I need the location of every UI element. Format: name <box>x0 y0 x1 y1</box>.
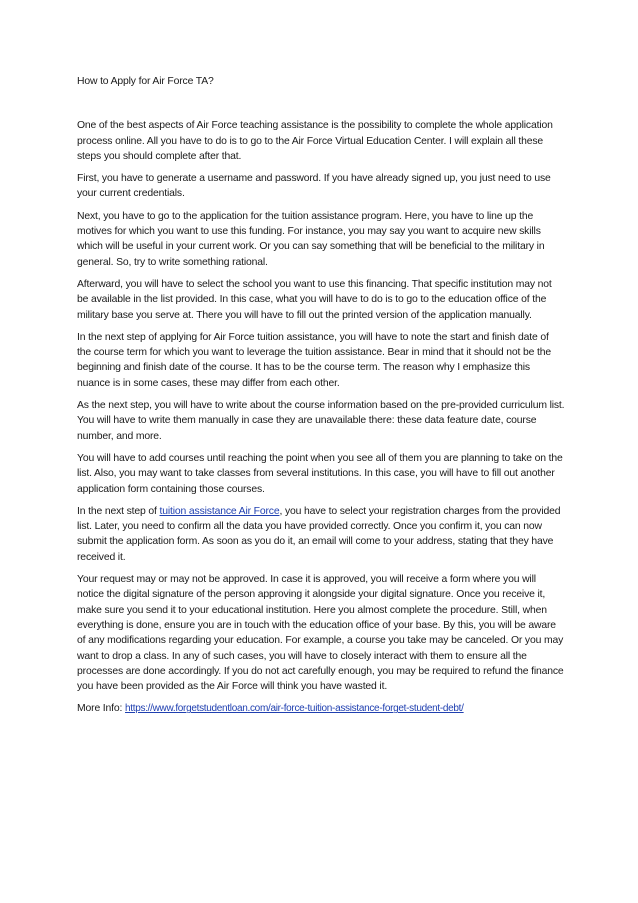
document-title: How to Apply for Air Force TA? <box>77 76 214 87</box>
paragraph-text-after-link: , you have to select your registration charges from the provided list. Later, you need to confirm all the data you have provided correctly. Once you confirm it, you can now submit the application form. As soon as you do it, an email will come to your address, stating that they have received it. <box>77 505 561 563</box>
paragraph-course-dates: In the next step of applying for Air Force tuition assistance, you will have to note the start and finish date of the course term for which you want to leverage the tuition assistance. Bear in mind that it should not be the beginning and finish date of the course. It has to be the course term. The reason why I emphasize this nuance is in some cases, these may differ from each other. <box>77 331 552 389</box>
more-info-link[interactable]: https://www.forgetstudentloan.com/air-force-tuition-assistance-forget-student-debt/ <box>125 703 464 715</box>
more-info-label: More Info: <box>77 703 126 715</box>
tuition-assistance-link[interactable]: tuition assistance Air Force <box>159 505 280 517</box>
paragraph-text-before-link: In the next step of <box>77 505 160 517</box>
paragraph-approval: Your request may or may not be approved. In case it is approved, you will receive a form where you will notice the digital signature of the person approving it alongside your digital signature. Once you receive it, make sure you send it to your educational institution. Here you almost complete the procedure. Still, when everything is done, ensure you are in touch with the education office of your base. By this, you will be aware of any modifications regarding your education. For example, a course you take may be canceled. Or you may want to drop a class. In any of such cases, you will have to closely interact with them to ensure all the processes are done accordingly. If you do not act carefully enough, you may be required to refund the finance you have been provided as the Air Force will think you have wasted it. <box>77 574 564 693</box>
paragraph-registration-charges <box>77 504 565 565</box>
paragraph-add-courses: You will have to add courses until reaching the point when you see all of them you are planning to take on the list. Also, you may want to take classes from several institutions. In this case, you will have to fill out another application form containing those courses. <box>77 452 563 495</box>
more-info-line <box>77 701 565 716</box>
paragraph-credentials: First, you have to generate a username and password. If you have already signed up, you just need to use your current credentials. <box>77 173 551 200</box>
paragraph-intro: One of the best aspects of Air Force teaching assistance is the possibility to complete the whole application process online. All you have to do is to go to the Air Force Virtual Education Center. I will explain all these steps you should complete after that. <box>77 120 553 162</box>
paragraph-course-information: As the next step, you will have to write about the course information based on the pre-provided curriculum list. You will have to write them manually in case they are unavailable there: these data feature date, course number, and more. <box>77 400 565 442</box>
document-body <box>77 74 565 724</box>
paragraph-application: Next, you have to go to the application for the tuition assistance program. Here, you have to line up the motives for which you want to use this funding. For instance, you may say you want to acquire new skills which will be useful in your current work. Or you can say something that will be beneficial to the military in general. So, try to write something rational. <box>77 210 545 268</box>
paragraph-school-selection: Afterward, you will have to select the school you want to use this financing. That specific institution may not be available in the list provided. In this case, what you will have to do is to go to the education office of the military base you serve at. There you will have to fill out the printed version of the application manually. <box>77 278 552 321</box>
